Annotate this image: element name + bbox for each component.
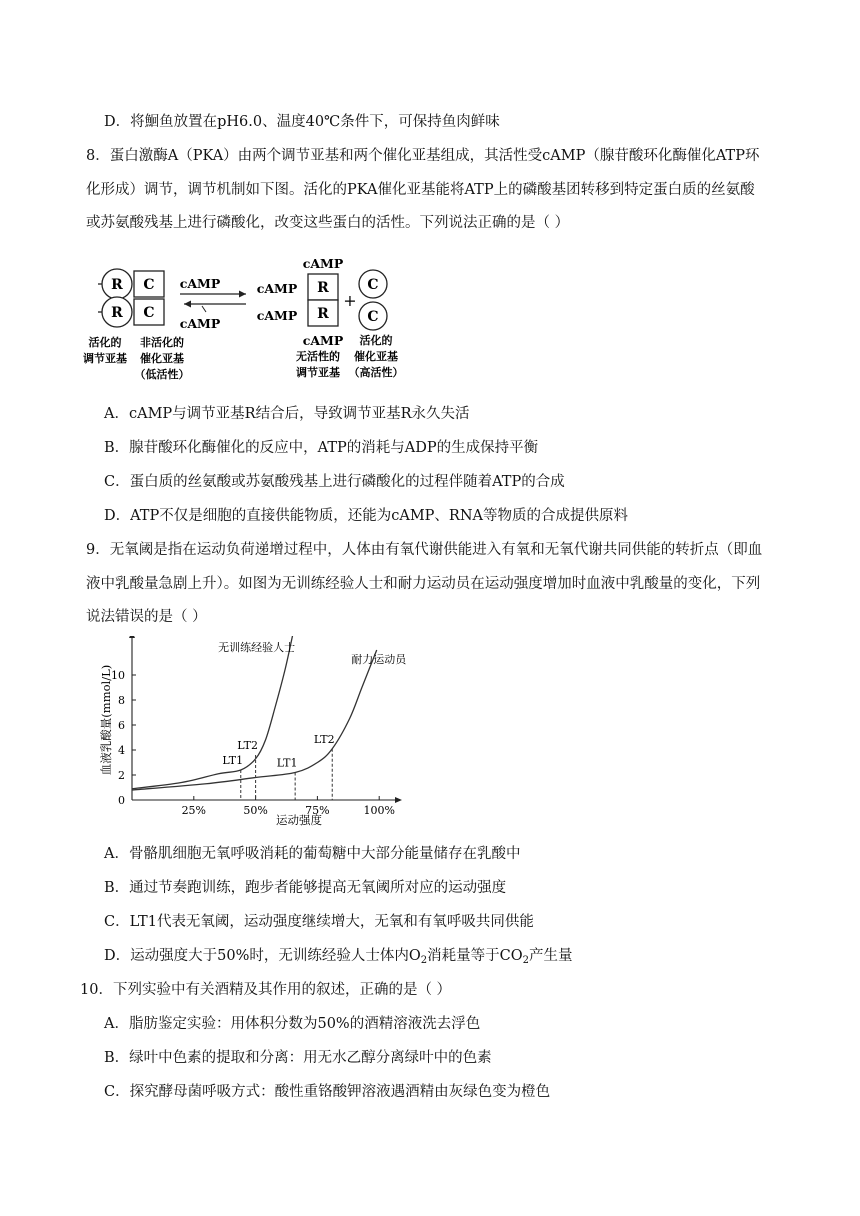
q10-option-c: C．探究酵母菌呼吸方式：酸性重铬酸钾溶液遇酒精由灰绿色变为橙色 xyxy=(104,1084,551,1100)
q10-option-b: B．绿叶中色素的提取和分离：用无水乙醇分离绿叶中的色素 xyxy=(104,1050,492,1066)
c-subunit-label: C xyxy=(367,277,379,293)
q8-stem-line-1: 8．蛋白激酶A（PKA）由两个调节亚基和两个催化亚基组成，其活性受cAMP（腺苷酸环化酶催化ATP环 xyxy=(86,148,760,164)
camp-label: cAMP xyxy=(256,281,298,296)
threshold-label: LT2 xyxy=(313,732,335,746)
c-subunit-label: C xyxy=(367,309,379,325)
x-tick-label: 50% xyxy=(243,804,268,817)
x-axis-arrow xyxy=(395,797,402,803)
label-active-catalytic: 活化的 xyxy=(359,334,393,347)
r-subunit-label: R xyxy=(317,306,329,322)
y-tick-label: 0 xyxy=(118,794,125,807)
c-subunit-label: C xyxy=(143,277,155,293)
x-tick-label: 25% xyxy=(181,804,207,817)
threshold-label: LT2 xyxy=(237,739,258,752)
y-tick-label: 4 xyxy=(118,744,125,757)
label-active-regulatory: 调节亚基 xyxy=(83,352,127,365)
y-axis-arrow xyxy=(129,636,135,638)
r-subunit-label: R xyxy=(317,280,329,296)
q9-stem-line-3: 说法错误的是（ ） xyxy=(86,609,207,625)
camp-label: cAMP xyxy=(302,333,344,348)
label-inactive-catalytic: 非活化的 xyxy=(140,336,184,349)
q9-option-d: D．运动强度大于50%时，无训练经验人士体内$O_2$消耗量等于$CO_2$产生量 xyxy=(104,948,573,966)
y-tick-label: 10 xyxy=(111,669,125,682)
pka-regulation-diagram xyxy=(80,252,420,387)
label-inactive-regulatory: 无活性的 xyxy=(296,350,340,363)
label-inactive-catalytic: （低活性） xyxy=(134,368,190,381)
label-active-catalytic: （高活性） xyxy=(348,366,404,379)
q8-option-c: C．蛋白质的丝氨酸或苏氨酸残基上进行磷酸化的过程伴随着ATP的合成 xyxy=(104,474,565,490)
q9-stem-line-2: 液中乳酸量急剧上升）。如图为无训练经验人士和耐力运动员在运动强度增加时血液中乳酸量的变化，下列 xyxy=(86,576,761,592)
q8-option-a: A．cAMP与调节亚基R结合后，导致调节亚基R永久失活 xyxy=(104,406,470,422)
y-tick-label: 8 xyxy=(118,694,125,707)
series-label: 耐力运动员 xyxy=(351,653,407,666)
q8-stem-line-3: 或苏氨酸残基上进行磷酸化，改变这些蛋白的活性。下列说法正确的是（ ） xyxy=(86,215,570,231)
q10-stem: 10．下列实验中有关酒精及其作用的叙述，正确的是（ ） xyxy=(80,982,452,998)
series-label: 无训练经验人士 xyxy=(218,641,296,654)
q9-option-b: B．通过节奏跑训练，跑步者能够提高无氧阈所对应的运动强度 xyxy=(104,880,507,896)
r-subunit-label: R xyxy=(111,277,123,293)
q7-option-d: D．将鮰鱼放置在pH6.0、温度40℃条件下，可保持鱼肉鲜味 xyxy=(104,114,500,130)
c-subunit-label: C xyxy=(143,305,155,321)
q9-stem-line-1: 9．无氧阈是指在运动负荷递增过程中，人体由有氧代谢供能进入有氧和无氧代谢共同供能的转折点（即血 xyxy=(86,542,763,558)
x-axis-label: 运动强度 xyxy=(276,813,322,827)
series-line-1 xyxy=(132,636,296,789)
r-subunit-label: R xyxy=(111,305,123,321)
q10-option-a: A．脂肪鉴定实验：用体积分数为50%的酒精溶液洗去浮色 xyxy=(104,1016,481,1032)
plus-sign: + xyxy=(343,291,357,310)
q8-option-b: B．腺苷酸环化酶催化的反应中，ATP的消耗与ADP的生成保持平衡 xyxy=(104,440,539,456)
lactate-chart xyxy=(96,636,426,836)
threshold-label: LT1 xyxy=(276,756,298,770)
label-inactive-catalytic: 催化亚基 xyxy=(140,352,184,365)
q8-stem-line-2: 化形成）调节，调节机制如下图。活化的PKA催化亚基能将ATP上的磷酸基团转移到特定蛋白质的丝氨酸 xyxy=(86,182,755,198)
y-tick-label: 6 xyxy=(118,719,125,732)
y-axis-label: 血液乳酸量(mmol/L) xyxy=(99,664,113,776)
x-tick-label: 100% xyxy=(363,804,395,817)
label-active-regulatory: 活化的 xyxy=(88,336,122,349)
label-inactive-regulatory: 调节亚基 xyxy=(296,366,340,379)
q9-option-c: C．LT1代表无氧阈，运动强度继续增大，无氧和有氧呼吸共同供能 xyxy=(104,914,534,930)
camp-label: cAMP xyxy=(302,256,344,271)
x-tick-label: 75% xyxy=(305,804,330,817)
camp-label: cAMP xyxy=(179,276,221,291)
series-line-2 xyxy=(132,650,377,790)
threshold-label: LT1 xyxy=(222,754,244,767)
label-active-catalytic: 催化亚基 xyxy=(354,350,398,363)
y-tick-label: 2 xyxy=(118,769,125,782)
q9-option-a: A．骨骼肌细胞无氧呼吸消耗的葡萄糖中大部分能量储存在乳酸中 xyxy=(104,846,521,862)
camp-label: cAMP xyxy=(256,308,298,323)
camp-label: cAMP xyxy=(179,316,221,331)
q8-option-d: D．ATP不仅是细胞的直接供能物质，还能为cAMP、RNA等物质的合成提供原料 xyxy=(104,508,629,524)
